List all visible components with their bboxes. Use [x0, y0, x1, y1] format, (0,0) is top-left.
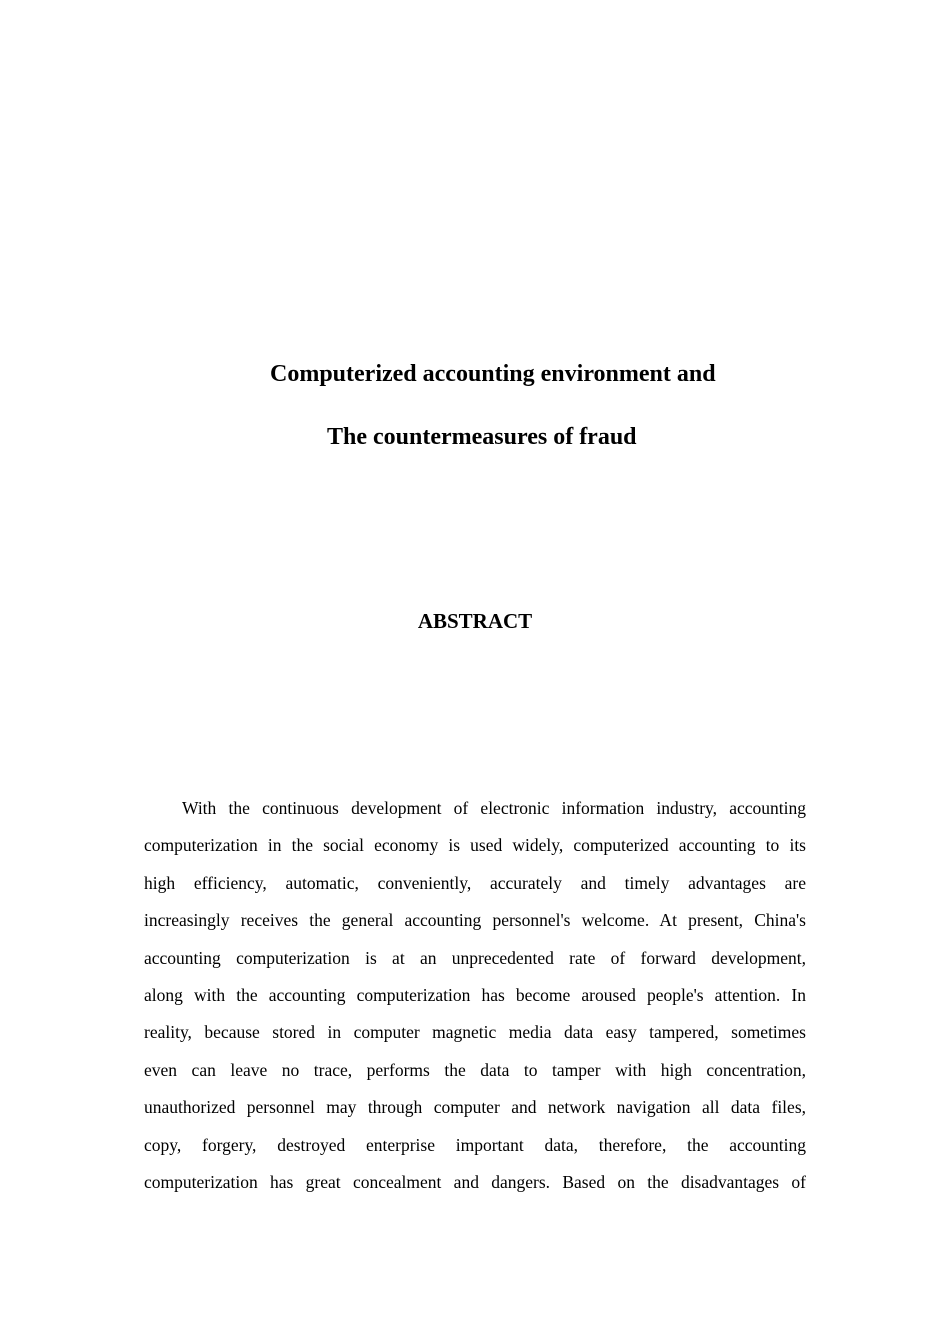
abstract-body	[144, 790, 806, 1201]
abstract-line: along with the accounting computerization has become aroused people's attention. In	[144, 984, 806, 1005]
abstract-line: accounting computerization is at an unprecedented rate of forward development,	[144, 947, 806, 968]
abstract-line: copy, forgery, destroyed enterprise important data, therefore, the accounting	[144, 1134, 806, 1155]
abstract-line: unauthorized personnel may through computer and network navigation all data files,	[144, 1097, 806, 1118]
abstract-line: even can leave no trace, performs the data to tamper with high concentration,	[144, 1059, 806, 1080]
abstract-line: With the continuous development of electronic information industry, accounting	[182, 798, 806, 818]
abstract-line: computerization has great concealment and dangers. Based on the disadvantages of	[144, 1171, 806, 1192]
abstract-line: computerization in the social economy is used widely, computerized accounting to its	[144, 835, 806, 856]
abstract-line: increasingly receives the general accounting personnel's welcome. At present, China's	[144, 910, 806, 931]
abstract-line: reality, because stored in computer magnetic media data easy tampered, sometimes	[144, 1022, 806, 1043]
abstract-heading: ABSTRACT	[417, 609, 533, 633]
document-title-line-1: Computerized accounting environment and	[270, 361, 716, 387]
abstract-line: high efficiency, automatic, conveniently, accurately and timely advantages are	[144, 872, 806, 893]
document-title-line-2: The countermeasures of fraud	[327, 424, 637, 450]
